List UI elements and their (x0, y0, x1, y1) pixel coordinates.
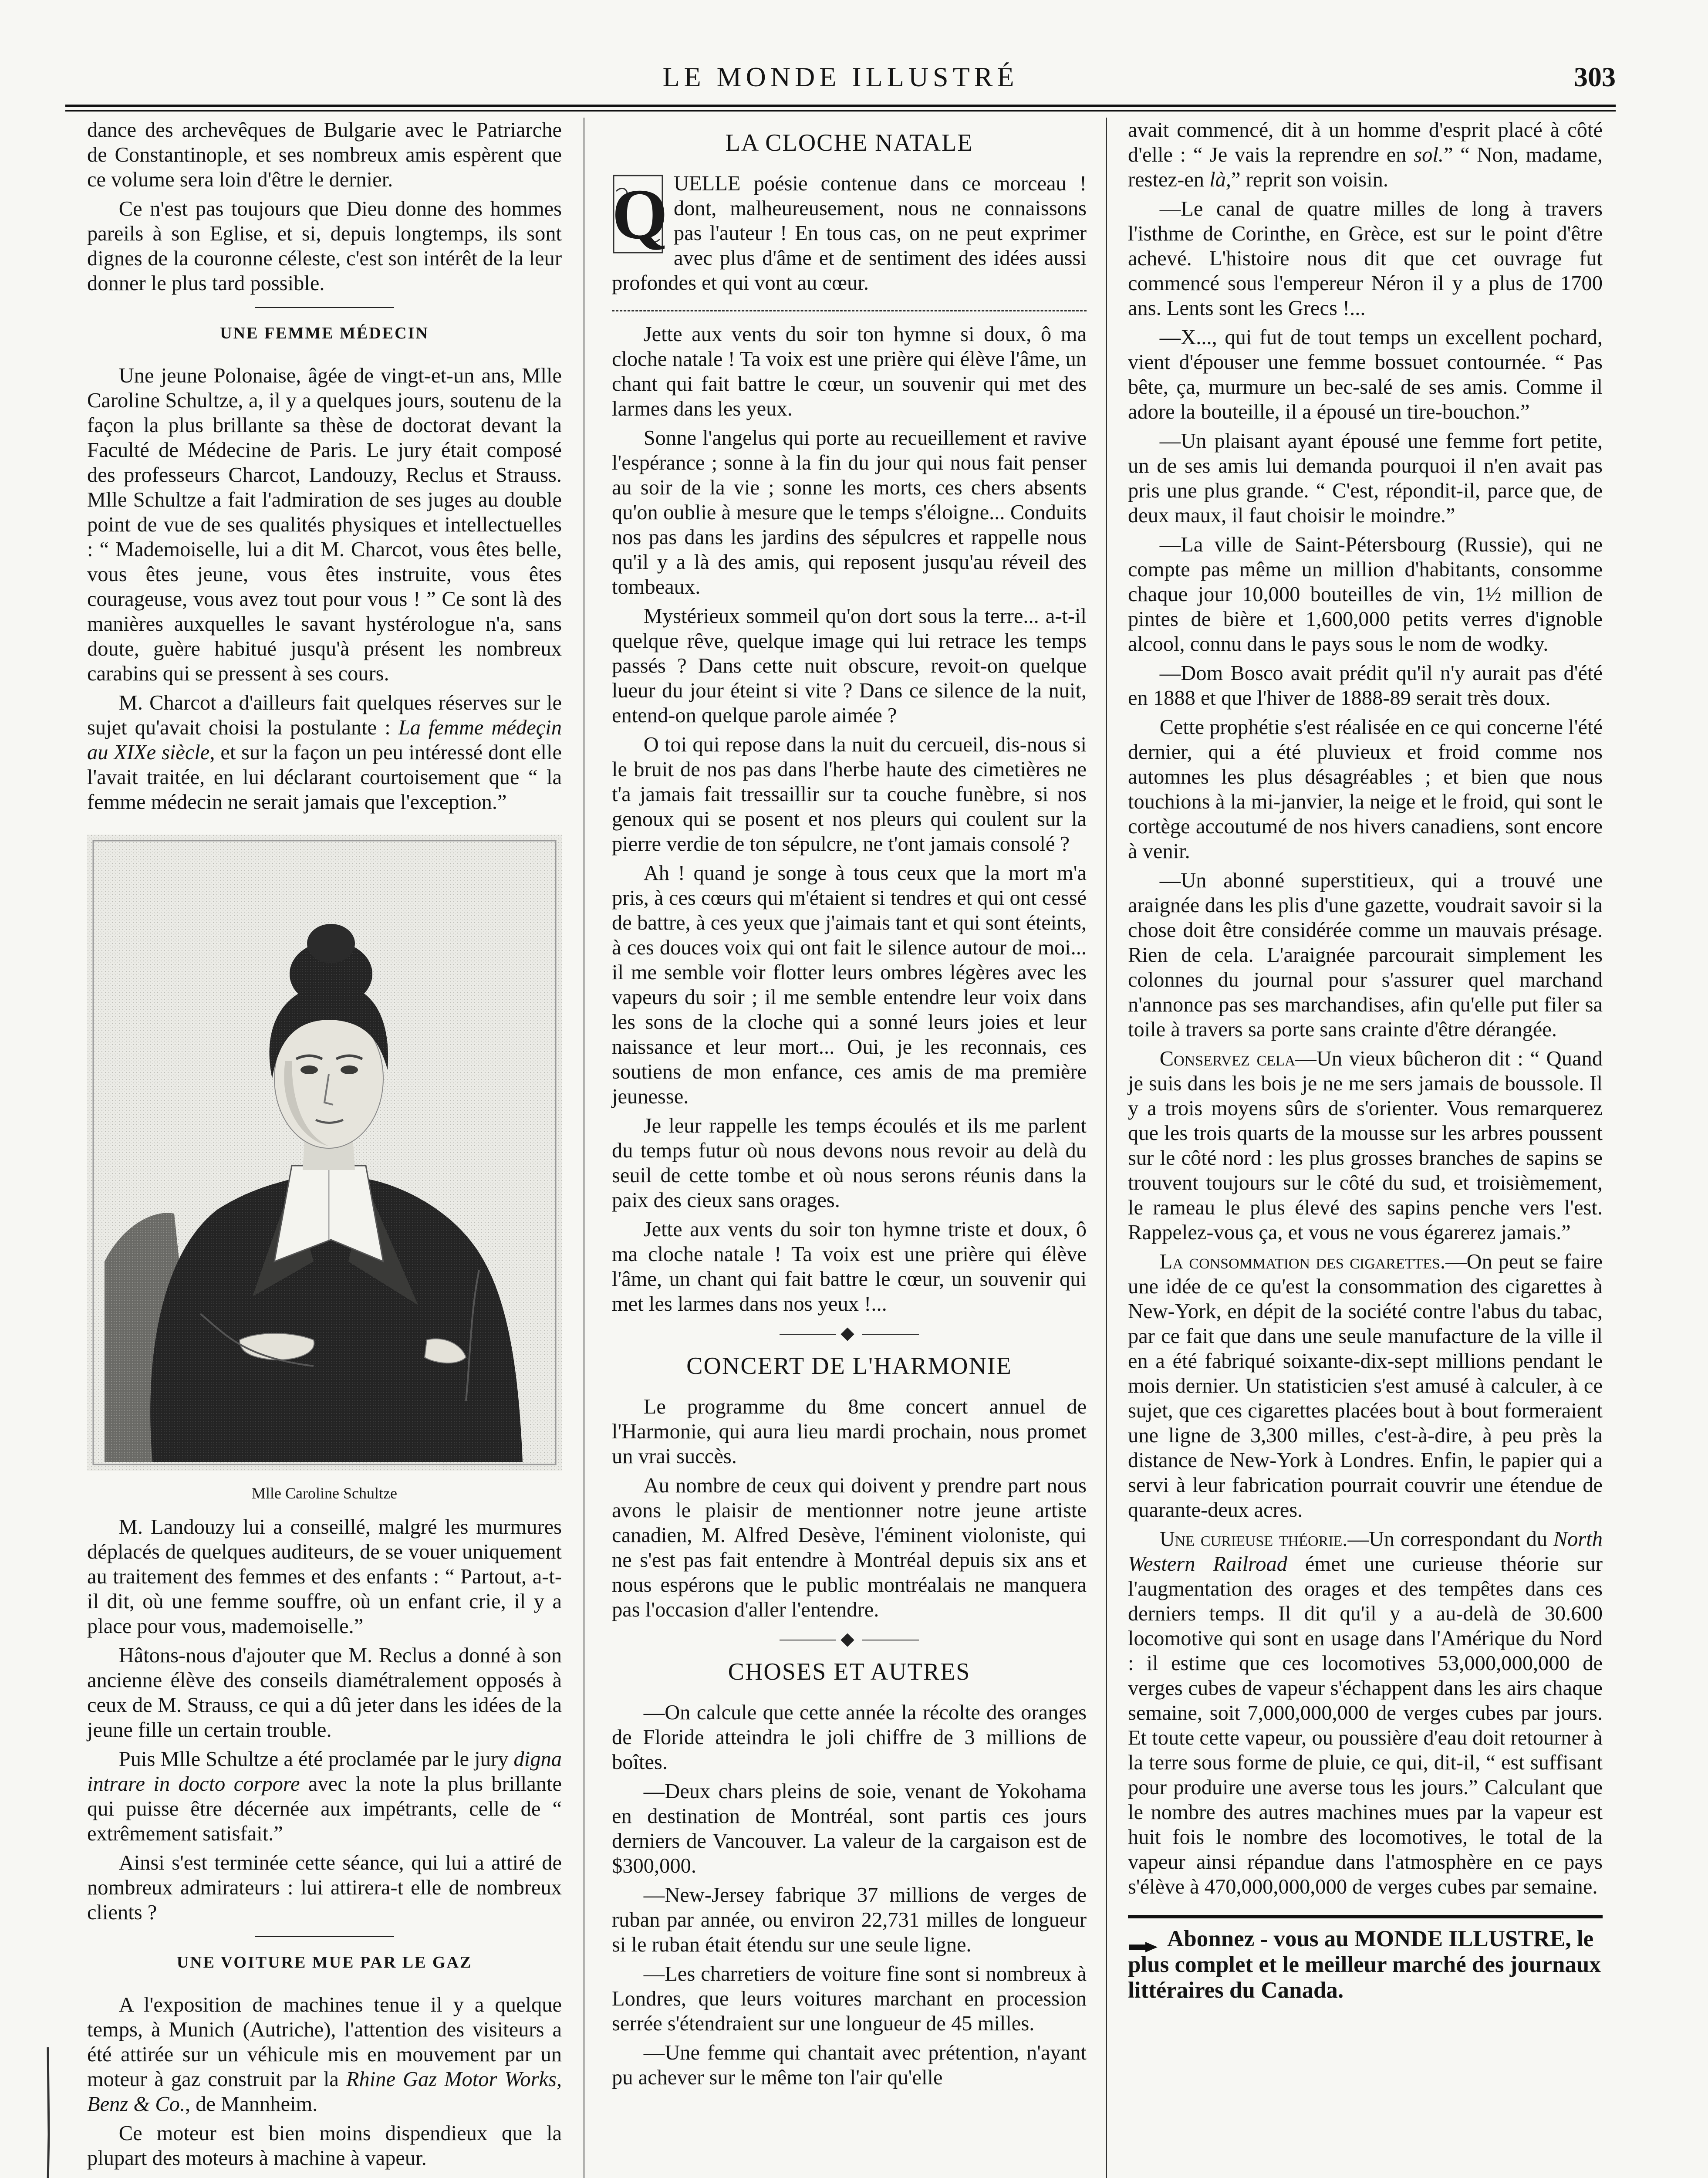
paragraph: UELLE poésie contenue dans ce morceau ! dont, malheureusement, nous ne connaissons pas l'auteur ! En tous cas, on ne peut exprimer avec plus d'âme et de sentiment des idées aussi profondes et qui vont au cœur. (612, 172, 1087, 294)
portrait-figure (87, 835, 562, 1506)
thesis-title: La femme médeçin au XIXe siècle (87, 716, 562, 764)
column-middle (612, 118, 1087, 2094)
news-item: —On calcule que cette année la récolte des oranges de Floride atteindra le joli chiffre de 3 millions de boîtes. (612, 1701, 1087, 1774)
news-item: La consommation des cigarettes.—On peut se faire une idée de ce qu'est la consommation des cigarettes à New-York, en dépit de la société contre l'abus du tabac, par ce fait que dans une seule manufacture de la ville il en a été fabriqué soixante-dix-sept millions pendant le mois dernier. Un statisticien s'est amusé à calculer, à ce sujet, que ces cigarettes placées bout à bout formeraient une ligne de 3,300 milles, c'est-à-dire, à peu près la distance de New-York à Londres. Enfin, le papier qui a servi à leur fabrication pourrait couvrir une étendue de quarante-deux acres. (1128, 1250, 1603, 1522)
paragraph: Ce moteur est bien moins dispendieux que la plupart des moteurs à machine à vapeur. (87, 2122, 562, 2170)
news-item: Une curieuse théorie.—Un correspondant du North Western Railroad émet une curieuse théorie sur l'augmentation des orages et des tempêtes dans ces derniers temps. Il dit qu'il y a au-delà de 30.600 locomotive qui sont en usage dans l'Amérique du Nord : il estime que ces locomotives 53,000,000,000 de verges cubes de vapeur s'échappent dans les airs chaque semaine, soit 7,000,000,000 de verges cubes par jours. Et toute cette vapeur, ou poussière d'eau doit retourner à la terre sous forme de pluie, ce qui, dit-il, “ est suffisant pour produire une averse tous les jours.” Calculant que le nombre des autres machines mues par la vapeur est huit fois le nombre des locomotives, le total de la vapeur ainsi répandue dans l'atmosphère en ce pays s'élève à 470,000,000,000 de verges cubes par semaine. (1128, 1528, 1603, 1898)
intro-with-dropcap (612, 171, 1087, 300)
news-item: Cette prophétie s'est réalisée en ce qui concerne l'été dernier, qui a été pluvieux et froid comme nos automnes les plus désagréables ; et bien que nous touchions à la mi-janvier, la neige et le froid, qui sont le cortège accoutumé de nos hivers canadiens, sont encore à venir. (1128, 716, 1603, 863)
paragraph: Hâtons-nous d'ajouter que M. Reclus a donné à son ancienne élève des conseils diamétralement opposés à ceux de M. Strauss, ce qui a dû jeter dans les idées de la jeune fille un certain trouble. (87, 1644, 562, 1742)
news-item: —Dom Bosco avait prédit qu'il n'y aurait pas d'été en 1888 et que l'hiver de 1888-89 serait très doux. (1128, 662, 1603, 710)
section-heading-voiture-gaz: UNE VOITURE MUE PAR LE GAZ (176, 1953, 473, 1972)
poem-paragraph: Jette aux vents du soir ton hymne triste et doux, ô ma cloche natale ! Ta voix est une prière qui élève l'âme, un chant qui fait battre le cœur, un souvenir qui met les larmes dans nos yeux !... (612, 1218, 1087, 1316)
paragraph: A l'exposition de machines tenue il y a quelque temps, à Munich (Autriche), l'attention des visiteurs a été attirée sur un véhicule mis en mouvement par un moteur à gaz construit par la Rhine Gaz Motor Works, Benz & Co., de Mannheim. (87, 1993, 562, 2116)
masthead-title: LE MONDE ILLUSTRÉ (662, 61, 1019, 92)
news-item: —Une femme qui chantait avec prétention, n'ayant pu achever sur le même ton l'air qu'elle (612, 2041, 1087, 2089)
dotted-rule (612, 310, 1087, 311)
news-item: —La ville de Saint-Pétersbourg (Russie), qui ne compte pas même un million d'habitants, consomme chaque jour 10,000 bouteilles de vin, 1½ million de pintes de bière et 1,600,000 petits verres d'ignoble alcool, connu dans le pays sous le nom de wodky. (1128, 533, 1603, 656)
diamond-ornament-icon (780, 1329, 919, 1339)
section-heading-concert: CONCERT DE L'HARMONIE (686, 1353, 1012, 1380)
page-edge-mark (44, 2047, 52, 2178)
item-lead: La consommation des cigarettes. (1159, 1250, 1446, 1273)
paragraph: Au nombre de ceux qui doivent y prendre part nous avons le plaisir de mentionner notre jeune artiste canadien, M. Alfred Desève, l'éminent violoniste, qui ne s'est pas fait entendre à Montréal depuis six ans et nous espérons que le public montréalais ne manquera pas l'occasion d'aller l'entendre. (612, 1474, 1087, 1621)
section-heading-cloche-natale: LA CLOCHE NATALE (725, 129, 973, 156)
news-item: —Deux chars pleins de soie, venant de Yokohama en destination de Montréal, sont partis ces jours derniers de Vancouver. La valeur de la cargaison est de $300,000. (612, 1780, 1087, 1877)
paragraph: Le programme du 8me concert annuel de l'Harmonie, qui aura lieu mardi prochain, nous promet un vrai succès. (612, 1395, 1087, 1468)
poem-paragraph: Jette aux vents du soir ton hymne si doux, ô ma cloche natale ! Ta voix est une prière qui élève l'âme, un chant qui fait battre le cœur, un souvenir qui met des larmes dans les yeux. (612, 323, 1087, 420)
ad-text: Abonnez - vous au MONDE ILLUSTRE, le plus complet et le meilleur marché des journaux littéraires du Canada. (1128, 1926, 1601, 2003)
poem-paragraph: O toi qui repose dans la nuit du cercueil, dis-nous si le bruit de nos pas dans l'herbe haute des cimetières ne t'a jamais fait tressaillir sur ta couche funèbre, si nos genoux qui se posent et nos pleurs qui coulent sur la pierre verdie de ton sépulcre, ne t'ont jamais consolé ? (612, 733, 1087, 856)
publication-name: North Western Railroad (1128, 1528, 1603, 1576)
paragraph: Ce n'est pas toujours que Dieu donne des hommes pareils à son Eglise, et si, depuis longtemps, ils sont dignes de la couronne céleste, c'est son intérêt de la leur donner le plus tard possible. (87, 197, 562, 295)
portrait-caption: Mlle Caroline Schultze (252, 1485, 397, 1502)
paragraph: Ainsi s'est terminée cette séance, qui lui a attiré de nombreux admirateurs : lui attirera-t elle de nombreux clients ? (87, 1851, 562, 1924)
news-item: Conservez cela—Un vieux bûcheron dit : “ Quand je suis dans les bois je ne me sers jamais de boussole. Il y a trois moyens sûrs de s'orienter. Vous remarquerez que les trois quarts de la mousse sur les arbres poussent sur le côté nord : les plus grosses branches de sapins se trouvent toujours sur le côté du sud, et troisièmement, le rameau le plus élevé des sapins penche vers l'est. Rappelez-vous ça, et vous ne vous égarerez jamais.” (1128, 1047, 1603, 1244)
news-item: —Un abonné superstitieux, qui a trouvé une araignée dans les plis d'une gazette, voudrait savoir si la chose doit être considérée comme un mauvais présage. Rien de cela. L'araignée parcourait simplement les colonnes du journal pour s'assurer quel marchand n'annonce pas ses marchandises, afin qu'elle put filer sa toile à travers sa porte sans crainte d'être dérangée. (1128, 869, 1603, 1041)
paragraph: Une jeune Polonaise, âgée de vingt-et-un ans, Mlle Caroline Schultze, a, il y a quelques jours, soutenu de la façon la plus brillante sa thèse de doctorat devant la Faculté de Médecine de Paris. Le jury était composé des professeurs Charcot, Landouzy, Reclus et Strauss. Mlle Schultze a fait l'admiration de ses juges au double point de vue de ses qualités physiques et intellectuelles : “ Mademoiselle, lui a dit M. Charcot, vous êtes belle, vous êtes jeune, vous êtes instruite, vous êtes courageuse, vous avez tout pour vous ! ” Ce sont là des manières auxquelles le savant hystérologue n'a, sans doute, guère habitué jusqu'à présent les nombreux carabins qui se pressent à ses cours. (87, 364, 562, 685)
paragraph: dance des archevêques de Bulgarie avec le Patriarche de Constantinople, et ses nombreux amis espèrent que ce volume sera loin d'être le dernier. (87, 118, 562, 191)
poem-paragraph: Sonne l'angelus qui porte au recueillement et ravive l'espérance ; sonne à la fin du jour qui nous fait penser au soir de la vie ; sonne les morts, ces chers absents qu'on oublie à mesure que le temps s'éloigne... Conduits nos pas dans les jardins des sépulcres et rappelle nous qu'il y a là des amis, qui reposent jusqu'au réveil des tombeaux. (612, 426, 1087, 599)
page-number: 303 (1574, 61, 1616, 92)
poem-paragraph: Ah ! quand je songe à tous ceux que la mort m'a pris, à ces cœurs qui m'étaient si tendres et qui ont cessé de battre, à ces yeux que j'aimais tant et qui sont éteints, à ces douces voix qui ont fait le silence autour de moi... il me semble voir flotter leurs ombres légères avec les vapeurs du soir ; il me semble entendre leur voix dans les sons de la cloche qui a sonné leurs joies et leur naissance et leur mort... Oui, je les reconnais, ces soutiens de mon enfance, ces amis de ma première jeunesse. (612, 862, 1087, 1108)
paragraph: M. Charcot a d'ailleurs fait quelques réserves sur le sujet qu'avait choisi la postulante : La femme médeçin au XIXe siècle, et sur la façon un peu intéressé dont elle l'avait traitée, en lui déclarant courtoisement que “ la femme médecin ne serait jamais que l'exception.” (87, 691, 562, 814)
company-name: Rhine Gaz Motor Works, Benz & Co. (87, 2068, 562, 2116)
page-header (65, 61, 1616, 109)
section-heading-choses-autres: CHOSES ET AUTRES (728, 1658, 971, 1685)
section-rule (255, 1936, 394, 1937)
news-item: avait commencé, dit à un homme d'esprit placé à côté d'elle : “ Je vais la reprendre en sol.” “ Non, madame, restez-en là,” reprit son voisin. (1128, 118, 1603, 191)
column-divider (1106, 118, 1107, 2178)
poem-paragraph: Je leur rappelle les temps écoulés et ils me parlent du temps futur où nous devons nous revoir au delà du seuil de cette tombe et où nous serons réunis dans la paix des cieux sans orages. (612, 1114, 1087, 1212)
section-heading-femme-medecin: UNE FEMME MÉDECIN (220, 324, 429, 342)
item-lead: Conservez cela (1159, 1047, 1296, 1070)
diamond-ornament-icon (780, 1635, 919, 1645)
poem-paragraph: Mystérieux sommeil qu'on dort sous la terre... a-t-il quelque rêve, quelque image qui lui retrace les temps passés ? Dans cette nuit obscure, revoit-on quelque lueur du jour éteint si vite ? Dans ce silence de la nuit, entend-on quelque parole aimée ? (612, 605, 1087, 727)
column-right (1128, 118, 1603, 2003)
news-item: —X..., qui fut de tout temps un excellent pochard, vient d'épouser une femme bossuet contournée. “ Pas bête, ça, murmure un bec-salé de ses amis. Comme il adore la bouteille, il a épousé un tire-bouchon.” (1128, 326, 1603, 423)
news-item: —Le canal de quatre milles de long à travers l'isthme de Corinthe, en Grèce, est sur le point d'être achevé. L'histoire nous dit que cet ouvrage fut commencé sous l'empereur Néron il y a plus de 1700 ans. Lents sont les Grecs !... (1128, 197, 1603, 320)
portrait-engraving (87, 835, 562, 1471)
paragraph: M. Landouzy lui a conseillé, malgré les murmures déplacés de quelques auditeurs, de se vouer uniquement au traitement des femmes et des enfants : “ Partout, a-t-il dit, où une femme souffre, où un enfant crie, il y a place pour vous, mademoiselle.” (87, 1515, 562, 1638)
section-rule (255, 307, 394, 308)
ornamental-dropcap (612, 174, 668, 254)
news-item: —Les charretiers de voiture fine sont si nombreux à Londres, que leurs voitures marchant en procession serrée s'étendraient sur une longueur de 45 milles. (612, 1962, 1087, 2035)
subscription-advertisement (1128, 1915, 1603, 2003)
dropcap-letter: Q (612, 174, 668, 254)
header-rule (65, 105, 1616, 112)
news-item: —New-Jersey fabrique 37 millions de verges de ruban par année, ou environ 22,731 milles de longueur si le ruban était étendu sur une seule ligne. (612, 1884, 1087, 1956)
column-left (87, 118, 562, 2175)
latin-phrase: digna intrare in docto corpore (87, 1748, 562, 1796)
paragraph: Puis Mlle Schultze a été proclamée par le jury digna intrare in docto corpore avec la note la plus brillante qui puisse être décernée aux impétrants, celle de “ extrêmement satisfait.” (87, 1748, 562, 1845)
pointing-hand-icon (1128, 1934, 1158, 1948)
item-lead: Une curieuse théorie. (1159, 1528, 1348, 1551)
news-item: —Un plaisant ayant épousé une femme fort petite, un de ses amis lui demanda pourquoi il n'en avait pas pris une plus grande. “ C'est, répondit-il, parce que, de deux maux, il faut choisir le moindre.” (1128, 430, 1603, 527)
